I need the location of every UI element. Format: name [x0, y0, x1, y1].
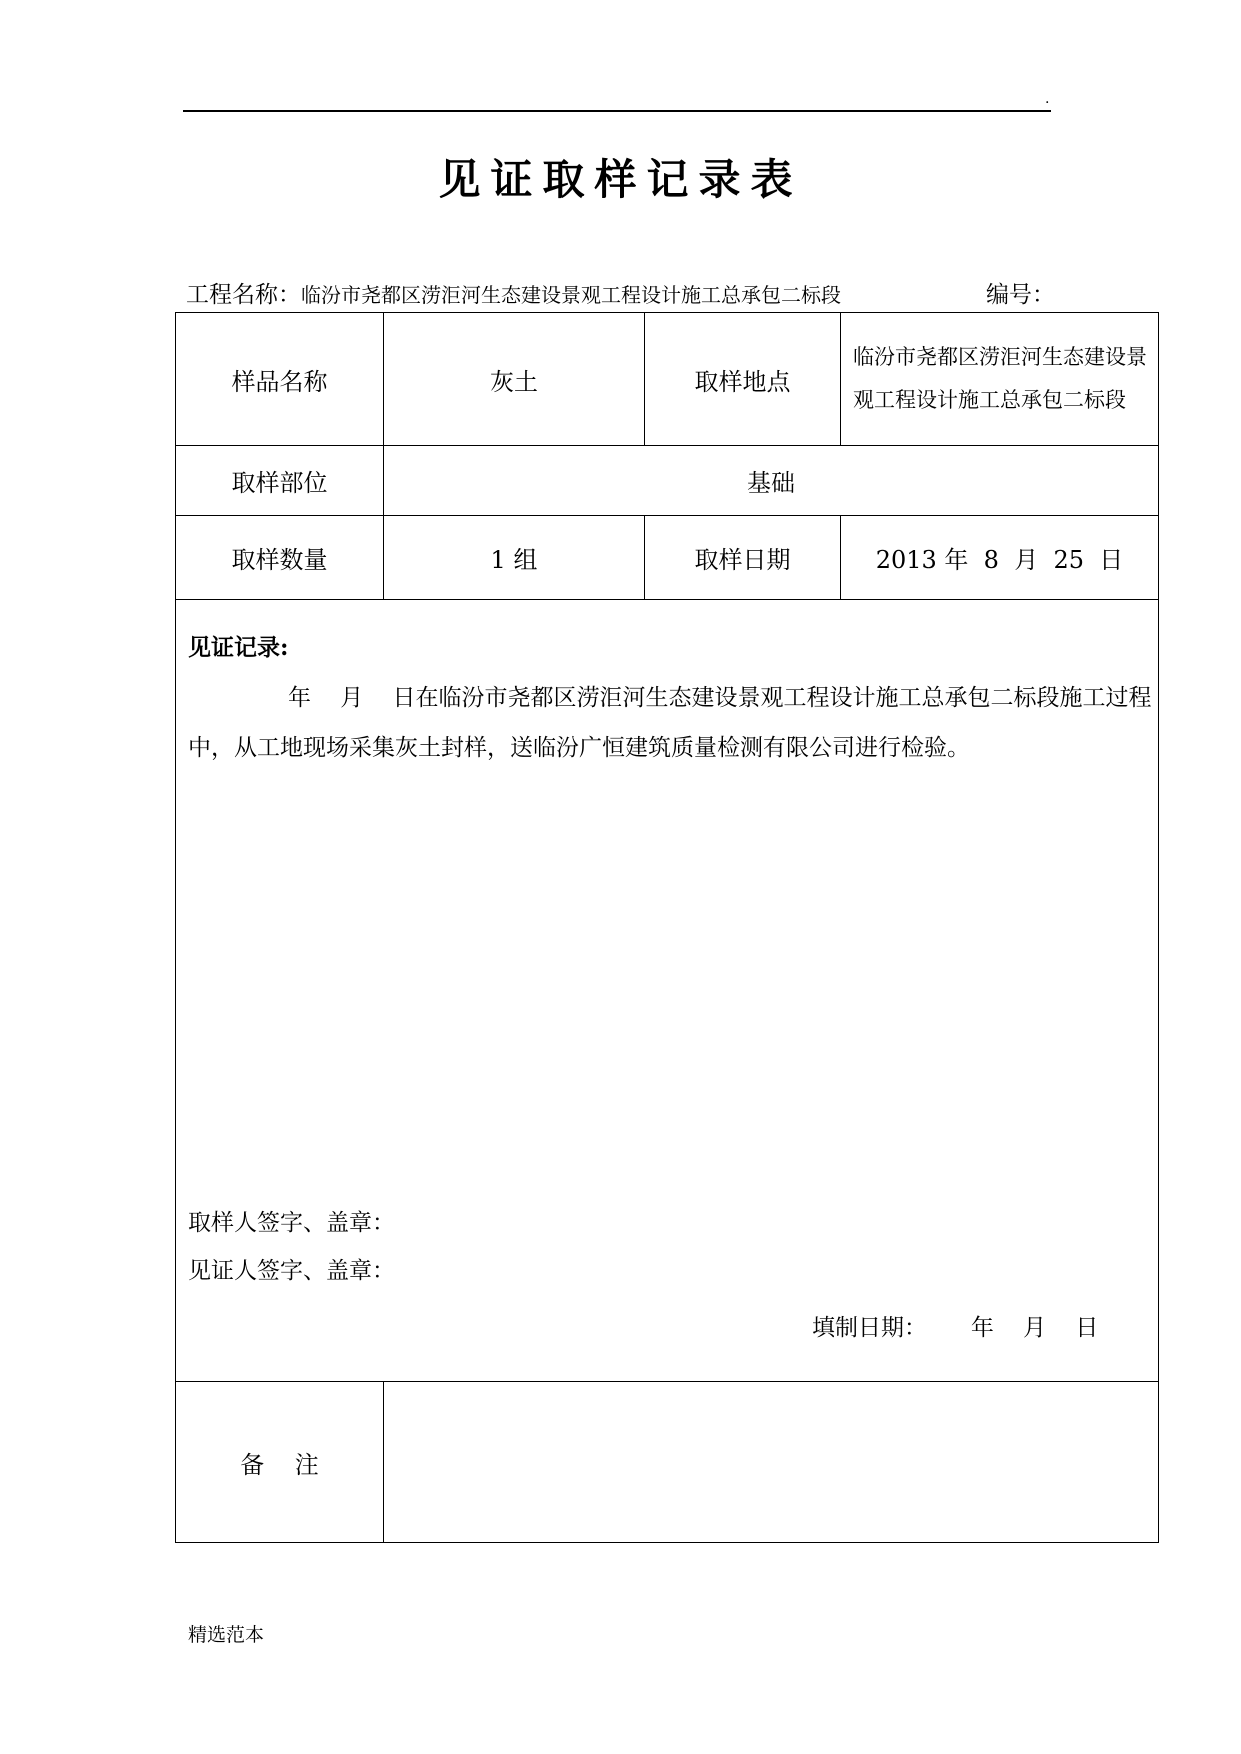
page-title: 见证取样记录表	[438, 155, 803, 204]
project-name-value: 临汾市尧都区涝洰河生态建设景观工程设计施工总承包二标段	[301, 283, 841, 307]
project-name-label: 工程名称：	[186, 282, 301, 308]
sample-quantity-label: 取样数量	[231, 546, 328, 574]
sampling-record-table	[175, 312, 1159, 1543]
witness-record	[188, 623, 1158, 773]
sample-date-value: 2013 年 8 月 25 日	[875, 546, 1124, 574]
witness-signature-label: 见证人签字、盖章：	[188, 1258, 395, 1284]
sample-location-value: 临汾市尧都区涝洰河生态建设景观工程设计施工总承包二标段	[853, 345, 1147, 412]
sample-name-value: 灰土	[490, 367, 538, 396]
fill-date-label: 填制日期： 年 月 日	[812, 1315, 1099, 1341]
remarks-value[interactable]	[384, 1382, 1158, 1542]
sampler-signature-label: 取样人签字、盖章：	[188, 1210, 395, 1236]
witness-record-heading: 见证记录:	[188, 634, 289, 661]
header-dot: .	[1045, 91, 1050, 107]
sample-part-label: 取样部位	[231, 469, 328, 497]
header-rule	[183, 110, 1051, 112]
sample-date-label: 取样日期	[694, 546, 791, 574]
number-label: 编号：	[986, 282, 1055, 308]
witness-record-body: 年 月 日在临汾市尧都区涝洰河生态建设景观工程设计施工总承包二标段施工过程中，从工地现场采集灰土封样，送临汾广恒建筑质量检测有限公司进行检验。	[188, 685, 1152, 761]
remarks-label: 备 注	[240, 1450, 319, 1479]
sample-part-value: 基础	[747, 469, 795, 497]
sample-location-label: 取样地点	[694, 367, 791, 396]
row-divider	[176, 599, 1158, 600]
sample-quantity-value: 1 组	[490, 546, 538, 574]
footer-note: 精选范本	[188, 1624, 265, 1646]
sample-name-label: 样品名称	[231, 367, 328, 396]
project-line	[186, 280, 1066, 310]
